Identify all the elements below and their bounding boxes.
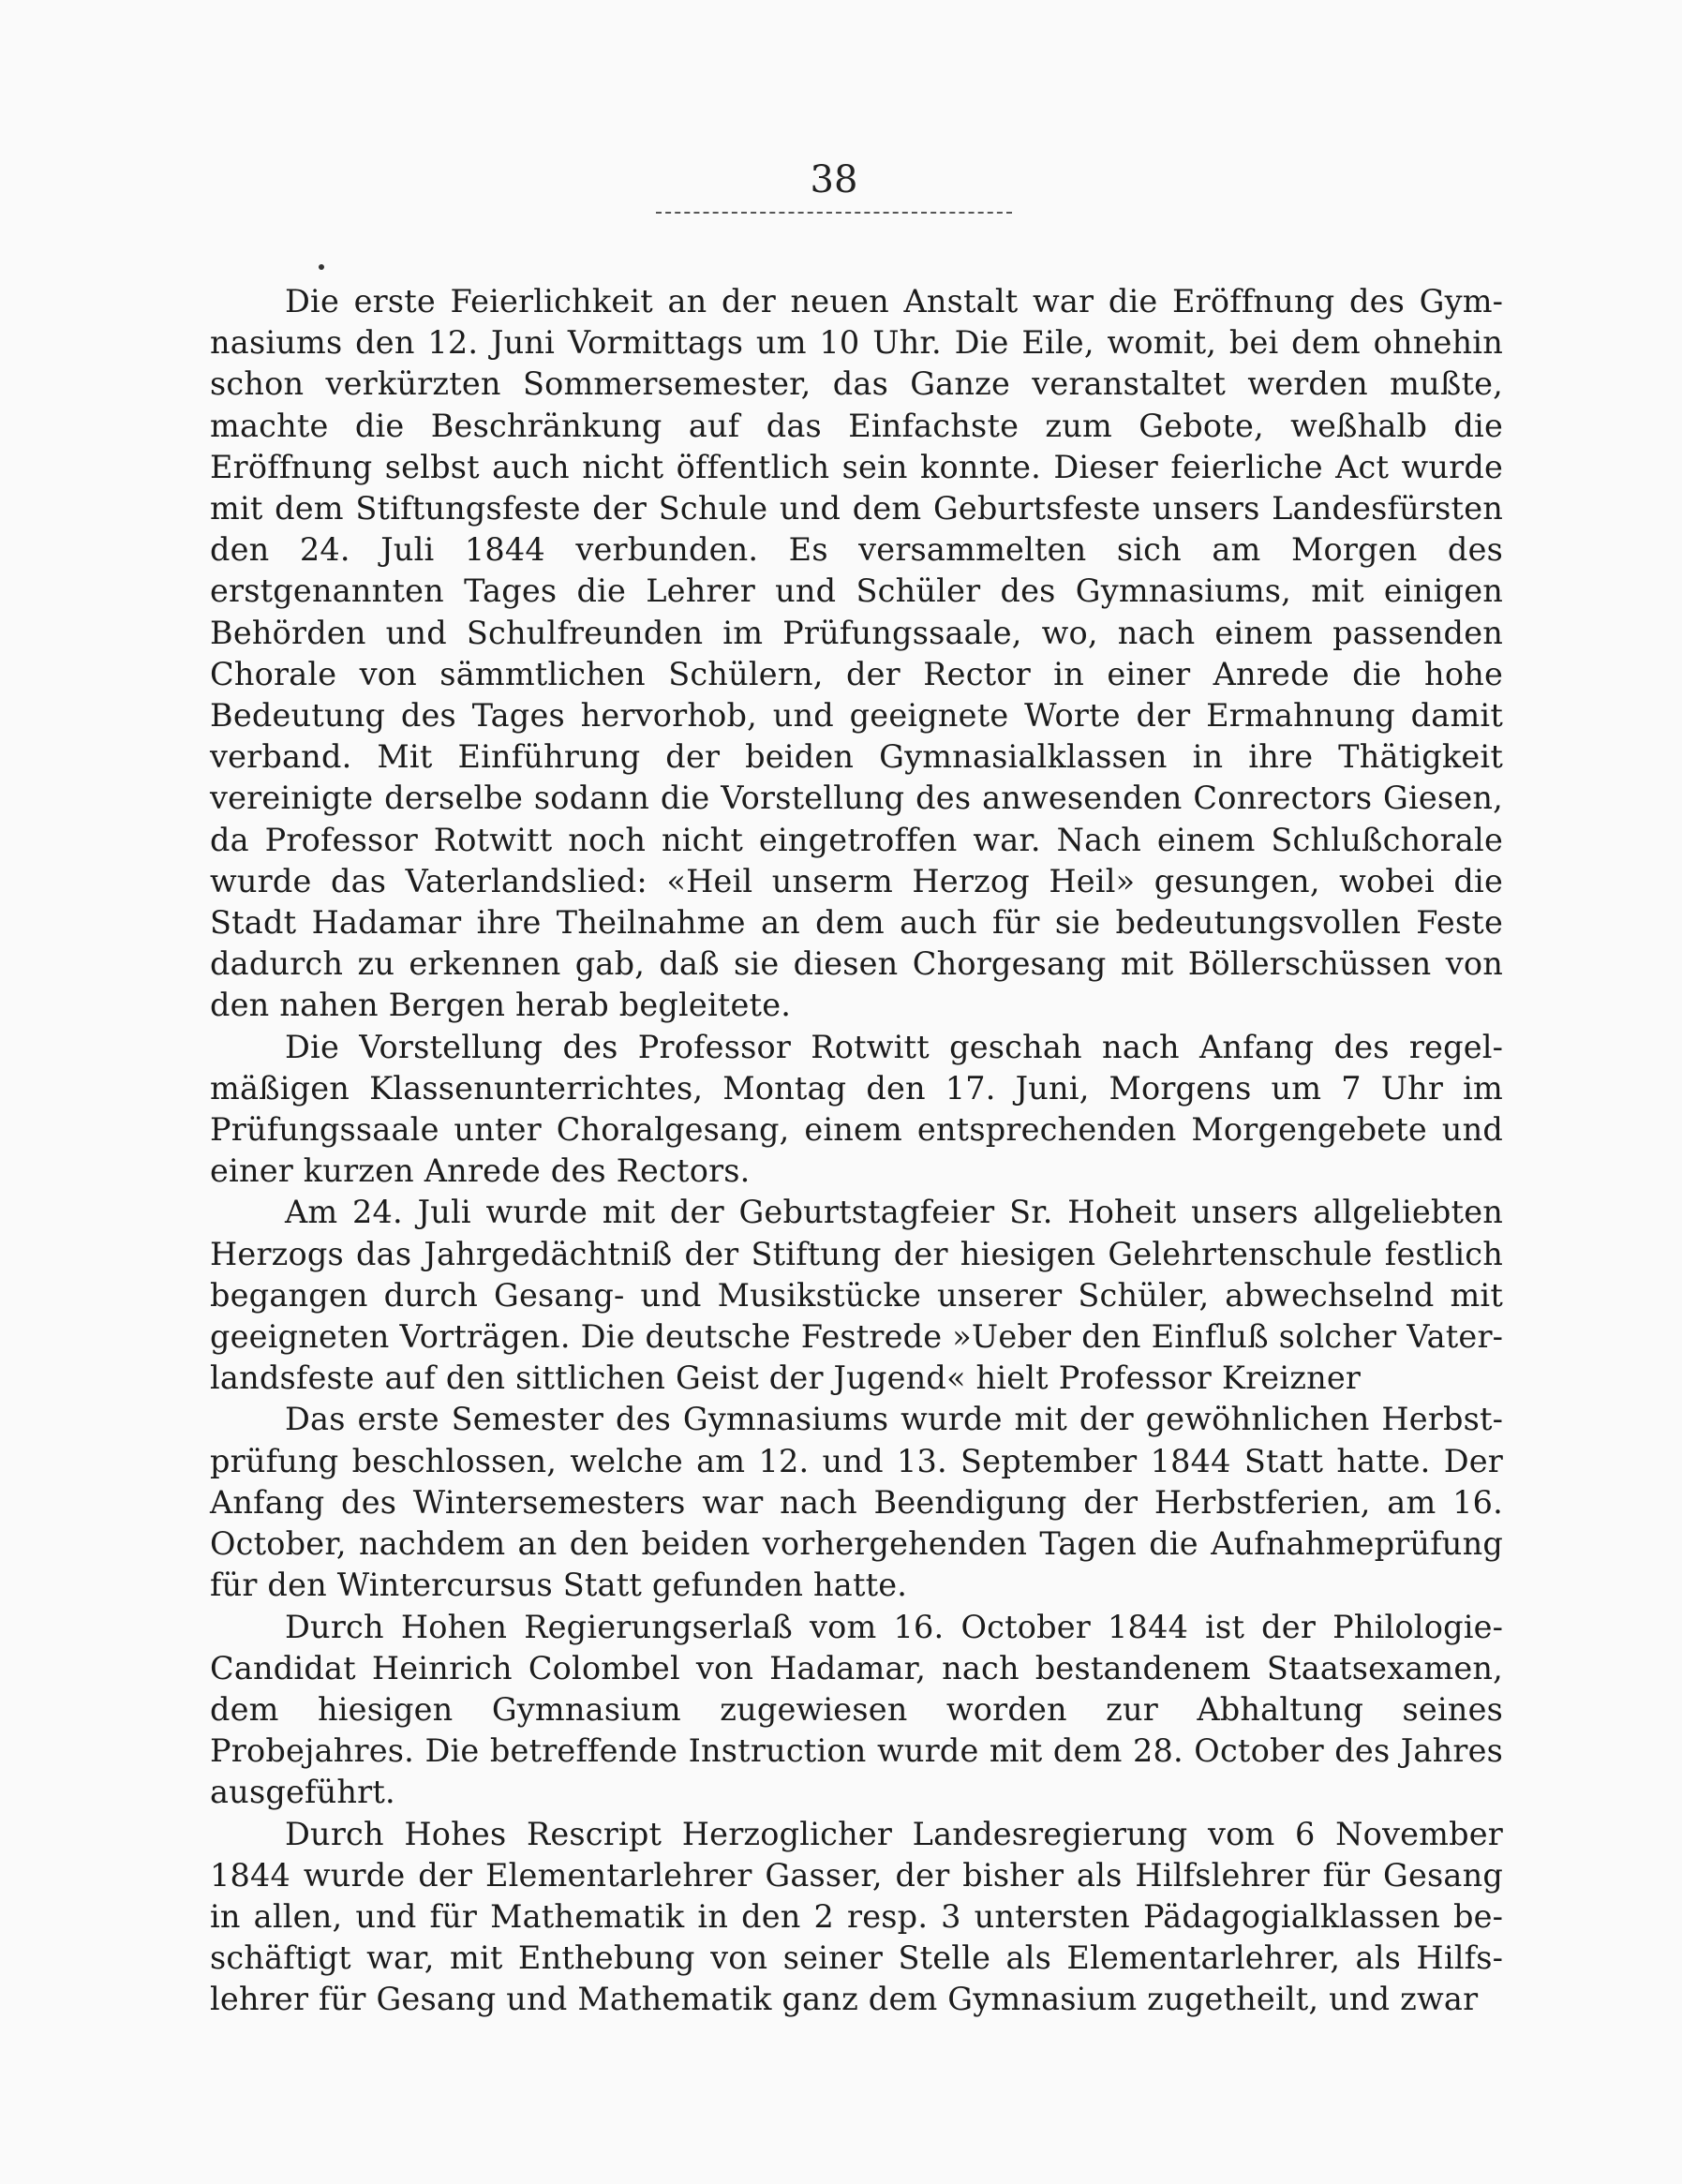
ink-dot <box>319 264 324 270</box>
paragraph-opening-ceremony: Die erste Feierlichkeit an der neuen Anstalt war die Eröffnung des Gymnasiums den 12. Juni Vormittags um 10 Uhr. Die Eile, womit, bei dem ohnehin schon verkürzten Sommersemester, das Ganze veranstaltet werden mußte, machte die Beschränkung auf das Einfachste zum Gebote, weßhalb die Eröffnung selbst auch nicht öffentlich sein konnte. Dieser feierliche Act wurde mit dem Stiftungsfeste der Schule und dem Geburtsfeste unsers Landesfürsten den 24. Juli 1844 verbunden. Es versammelten sich am Morgen des erstgenannten Tages die Lehrer und Schüler des Gymnasiums, mit einigen Behörden und Schulfreunden im Prüfungssaale, wo, nach einem passenden Chorale von sämmtlichen Schülern, der Rector in einer Anrede die hohe Bedeutung des Tages hervorhob, und geeignete Worte der Ermahnung damit verband. Mit Einführung der beiden Gymnasialklassen in ihre Thätigkeit vereinigte derselbe sodann die Vorstellung des anwesenden Conrectors Giesen, da Professor Rotwitt noch nicht eingetroffen war. Nach einem Schlußchorale wurde das Vaterlandslied: «Heil unserm Herzog Heil» gesungen, wobei die Stadt Hadamar ihre Theilnahme an dem auch für sie bedeutungsvollen Feste dadurch zu erkennen gab, daß sie diesen Chorgesang mit Böllerschüssen von den nahen Bergen herab begleitete. <box>210 283 1503 1024</box>
paragraph-rotwitt-introduction: Die Vorstellung des Professor Rotwitt geschah nach Anfang des regelmäßigen Klassenunterrichtes, Montag den 17. Juni, Morgens um 7 Uhr im Prüfungssaale unter Choralgesang, einem entsprechenden Morgengebete und einer kurzen Anrede des Rectors. <box>210 1028 1503 1190</box>
paragraph-first-semester: Das erste Semester des Gymnasiums wurde mit der gewöhnlichen Herbstprüfung beschlossen, welche am 12. und 13. September 1844 Statt hatte. Der Anfang des Wintersemesters war nach Beendigung der Herbstferien, am 16. October, nachdem an den beiden vorhergehenden Tagen die Aufnahmeprüfung für den Wintercursus Statt gefunden hatte. <box>210 1401 1503 1604</box>
page-number: 38 <box>810 158 858 201</box>
paragraph-birthday-celebration: Am 24. Juli wurde mit der Geburtstagfeier Sr. Hoheit unsers allgeliebten Herzogs das Jahrgedächtniß der Stiftung der hiesigen Gelehrtenschule festlich begangen durch Gesang- und Musikstücke unserer Schüler, abwechselnd mit geeigneten Vorträgen. Die deutsche Festrede »Ueber den Einfluß solcher Vaterlandsfeste auf den sittlichen Geist der Jugend« hielt Professor Kreizner <box>210 1194 1503 1397</box>
page-header <box>647 157 1021 214</box>
paragraph-colombel-assignment: Durch Hohen Regierungserlaß vom 16. October 1844 ist der PhilologieCandidat Heinrich Colombel von Hadamar, nach bestandenem Staatsexamen, dem hiesigen Gymnasium zugewiesen worden zur Abhaltung seines Probejahres. Die betreffende Instruction wurde mit dem 28. October des Jahres ausgeführt. <box>210 1608 1503 1811</box>
body-text <box>210 281 1503 2021</box>
paragraph-gasser-assignment: Durch Hohes Rescript Herzoglicher Landesregierung vom 6 November 1844 wurde der Elementarlehrer Gasser, der bisher als Hilfslehrer für Gesang in allen, und für Mathematik in den 2 resp. 3 untersten Pädagogialklassen beschäftigt war, mit Enthebung von seiner Stelle als Elementarlehrer, als Hilfslehrer für Gesang und Mathematik ganz dem Gymnasium zugetheilt, und zwar <box>210 1815 1503 2018</box>
header-rule <box>656 212 1012 214</box>
